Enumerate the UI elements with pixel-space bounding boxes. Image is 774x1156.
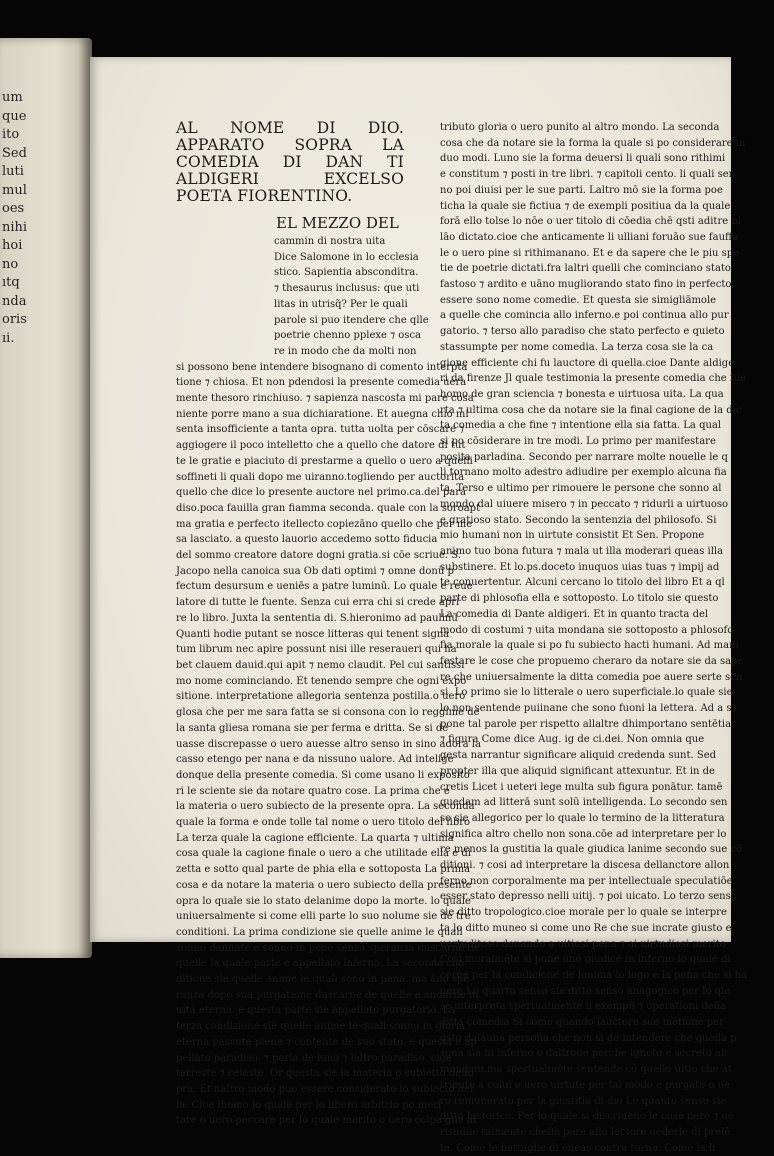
- text-line: quale la forma e onde tolle tal nome o uero titolo del libro: [176, 817, 471, 829]
- text-line: parole si puo itendere che qlle: [274, 314, 429, 326]
- text-line: so sie allegorico per lo quale lo termino de la litteratura: [440, 812, 725, 824]
- text-line: litas in utrisq̃? Per le quali: [274, 298, 408, 310]
- text-line: ri da firenze Jl quale testimonia la presente comedia che fue: [440, 373, 746, 385]
- text-line: La comedia di Dante aldigeri. Et in quanto tracta del: [440, 608, 709, 620]
- left-page-fragment: ıi.: [2, 330, 15, 346]
- text-line: ditta comedia Si come quando lauctore sue mētione per: [440, 1017, 724, 1029]
- text-line: propter illa que aliquid significant attexuntur. Et in de: [440, 765, 715, 777]
- text-line: ditione sie quelle anime le quali sono in pena. ma āno spe: [176, 974, 470, 986]
- text-line: Quanti hodie putant se nosce litteras qui tenent signa: [176, 628, 450, 640]
- text-line: tare o uero peccare per lo quale merito o uero colpa glie at: [176, 1115, 477, 1127]
- text-line: stassumpte per nome comedia. La terza cosa sie la ca: [440, 341, 714, 353]
- text-line: la materia o uero subiecto de la presente opra. La seconda: [176, 801, 475, 813]
- text-line: zetta e sotto qual parte de phia ella e sottoposta La prima: [176, 864, 471, 876]
- text-line: uasse discrepasse o uero auesse altro senso in sino adora la: [176, 738, 481, 750]
- text-line: ⁊ figura Come dice Aug. ig de ci.dei. Non omnia que: [440, 734, 705, 746]
- text-line: sitione. interpretatione allegoria sentenza postilla.o uero: [176, 691, 466, 703]
- left-page-fragment: nda: [2, 293, 27, 309]
- text-line: si po cōsiderare in tre modi. Lo primo per manifestare: [440, 436, 716, 448]
- text-line: mondani.ma spertualmēte sentende cō quello uitio che at: [440, 1064, 732, 1076]
- text-line: ma gratia e perfecto itellecto copiezāno quello che per me: [176, 518, 473, 530]
- text-line: a quelle che comincia allo inferno.e poi continua allo pur: [440, 310, 729, 322]
- text-line: diso.poca fauilla gran fiamma seconda. quale con la soroapt: [176, 502, 481, 514]
- incipit: EL MEZZO DEL: [276, 214, 399, 232]
- text-line: fia morale la quale si po fu subiecto hacti humani. Ad mani: [440, 640, 739, 652]
- text-line: re lo libro. Juxta la sententia di. S.hieronimo ad paulinū: [176, 612, 458, 624]
- text-line: fastoso ⁊ ardito e uāno mugliorando stato fino in perfecto: [440, 279, 732, 291]
- text-line: gesta narrantur significare aliquid credenda sunt. Sed: [440, 750, 717, 762]
- text-line: glosa che per me sara fatta se si consona con lo reggime de: [176, 707, 480, 719]
- text-line: animo tuo bona futura ⁊ mala ut illa moderari queas illa: [440, 545, 724, 557]
- text-line: Dice Salomone in lo ecclesia: [274, 251, 419, 263]
- left-page-fragment: um: [2, 90, 23, 105]
- left-page-fragment: luti: [2, 164, 24, 179]
- left-page-fragment: oes: [2, 201, 25, 216]
- text-line: gione efficiente chi fu lauctore di quella.cioe Dante aldige: [440, 357, 735, 369]
- text-line: tum librum nec apire possunt nisi ille reseraueri qui ha: [176, 644, 457, 656]
- text-line: cerne per la condicione de lanima lo logo e la pena che si ha: [440, 969, 747, 981]
- text-line: re che uniuersalmente la ditta comedia poe auere serte sen: [440, 671, 743, 683]
- text-line: niente porre mano a sua dichiaratione. Et auegna chio mi: [176, 408, 469, 420]
- text-line: fectum desursum e ueniēs a patre luminū. Lo quale e reue: [176, 581, 473, 593]
- text-line: tributo a colui o uero uirtute per tal modo e purgato o ue: [440, 1079, 730, 1091]
- text-line: ri le sciente sie da notare quatro cose. La prima che e: [176, 785, 450, 797]
- text-line: cammin di nostra uita: [274, 236, 386, 247]
- text-line: re menos la gustitia la quale giudica lanime secondo sue cō: [440, 844, 743, 856]
- text-line: Jacopo nella canoica sua Ob dati optimi ⁊ omne donū p: [176, 565, 454, 577]
- text-line: pellato paradiso. ⁊ parla de luno ⁊ laltro paradiso. cioe: [176, 1052, 452, 1064]
- text-line: ⁊ thesaurus inclusus: que uti: [274, 283, 420, 295]
- text-line: terza condizione sie quelle anime le quali sonno in gloria: [176, 1021, 465, 1033]
- left-page-fragment: nihi: [2, 219, 28, 235]
- text-line: sie ditto tropologico.cioe morale per lo quale se interpre: [440, 907, 727, 919]
- text-line: la santa gliesa romana sie per ferma e dritta. Se si de: [176, 722, 449, 734]
- text-line: e constitum ⁊ posti in tre libri. ⁊ capitoli cento. li quali sen: [440, 169, 736, 181]
- text-line: sonno dannate e sonno in pene senza speranza duscarne de: [176, 942, 480, 954]
- text-line: ferno.non corporalmente ma per intellectuale speculatiōe: [440, 875, 733, 887]
- text-line: mente thesoro rinchiuso. ⁊ sapienza nascosta mi pare cosa: [176, 393, 474, 405]
- text-line: le o uero pine si rithimanano. Et e da sapere che le piu spe: [440, 247, 740, 259]
- text-line: cretis Licet i ueteri lege multa sub figura ponātur. tamē: [440, 781, 723, 793]
- text-line: del sommo creatore datore dogni gratia.si cōe scriue. S.: [176, 550, 461, 562]
- text-line: uertuditoso donando a uitiosi pena ⁊ ai uirtudiosi merito: [440, 938, 726, 950]
- text-line: cosa che da notare sie la forma la quale si po considerare in: [440, 137, 746, 149]
- text-line: stico. Sapientia absconditra.: [274, 267, 419, 279]
- text-line: tione ⁊ chiosa. Et non pdendosi la presente comedia uera: [176, 377, 467, 389]
- text-line: re in modo che da molti non: [274, 345, 417, 357]
- left-column: [176, 119, 481, 1129]
- text-line: ta lo ditto muneo si come uno Re che sue incrate giusto e: [440, 922, 732, 934]
- text-line: conditioni. La prima condizione sie quelle anime le quali: [176, 926, 463, 938]
- text-line: cosa e da notare la materia o uero subiecto della presente: [176, 879, 472, 891]
- page-title: AL NOME DI DIO. APPARATO SOPRA LA COMEDIA DI DAN TI ALDIGERI EXCELSO POETA FIORENTINO.: [176, 119, 404, 205]
- text-line: uita eterna. e questa parte sie appellato purgatorio. La: [176, 1005, 456, 1017]
- text-line: duo modi. Luno sie la forma deuersi li quali sono rithimi: [440, 153, 726, 165]
- text-line: pone tal parole per rispetto allaltre dhimportano sentētia: [440, 718, 732, 730]
- text-line: sa lasciato. a questo lauorio accedemo sotto fiducia: [176, 534, 438, 546]
- text-line: forā ello tolse lo nōe o uer titolo di cōedia chē qsti aditre nl: [440, 216, 741, 228]
- text-line: pra. Et naltro modo puo essere considerato lo subiecto del: [176, 1083, 474, 1095]
- text-line: tie de poetrie dictati.fra laltri quelli che cominciano stato: [440, 263, 731, 275]
- text-line: esser stato depresso nelli uitij. ⁊ poi uicato. Lo terzo senso: [440, 891, 737, 903]
- text-line: e gratioso stato. Secondo la sentenzia del philosofo. Si: [440, 514, 717, 526]
- text-line: te. Come le battaglie di eneas contra turno. Come la li: [440, 1142, 716, 1154]
- text-line: senta insofficiente a tanta opra. tutta uolta per cōscare ⁊: [176, 424, 465, 436]
- text-line: li tornano molto adestro adiudire per exemplo alcuna fia: [440, 467, 727, 479]
- text-line: tributo gloria o uero punito al altro mondo. La seconda: [440, 122, 720, 133]
- text-line: rta ⁊ ultima cosa che da notare sie la final cagione de la dic: [440, 404, 742, 416]
- text-line: casso etengo per nana e da nissuno ualore. Ad intelige: [176, 754, 454, 766]
- text-line: te conuertentur. Alcuni cercano lo titolo del libro Et a ql: [440, 577, 725, 589]
- text-line: La terza quale la cagione efficiente. La quarta ⁊ ultima: [176, 832, 454, 844]
- text-line: qsto dalauna persona.che non si de intendere che quella p: [440, 1032, 737, 1044]
- text-line: ranza dopo sua purgatione duscarne de quelle e andarne in: [176, 989, 479, 1001]
- text-line: quedam ad litterā sunt solū intelligenda. Lo secondo sen: [440, 797, 728, 809]
- text-line: significa altro chello non sona.cōe ad interpretare per lo: [440, 828, 727, 840]
- left-page-fragment: oris: [2, 312, 27, 327]
- text-line: ro remunerato per la giustitia di dio Lo quanto senso sie: [440, 1095, 727, 1107]
- text-line: bet clauem dauid.qui apit ⁊ nemo claudit. Pel cui santissi: [176, 659, 465, 671]
- right-column: [440, 120, 747, 1156]
- text-line: uere Lo quarto senso sie ditto senso anagogico per lo qle: [440, 985, 731, 997]
- left-page-fragment: no: [2, 256, 19, 272]
- left-page-fragment: mul: [2, 182, 27, 198]
- text-line: risimile talmente chello pare allo lectore uederle di prelē: [440, 1127, 731, 1138]
- text-line: ta comedia a che fine ⁊ intentione ella sia fatta. La qual: [440, 420, 722, 432]
- text-line: lo non sentende puiinane che sono fuoni la lettera. Ad a si: [440, 703, 735, 715]
- text-line: Cosi moralmēte si pone uno giudice in inferno lo quale di: [440, 954, 731, 966]
- text-line: ta. Terso e ultimo per rimouere le persone che sonno al: [440, 483, 722, 495]
- text-line: la. Cioe lhomo lo quale per lo libero arbitrio po meri: [176, 1099, 442, 1111]
- text-line: sona sia in inferno o daltroue perche ignoto e secreto ali: [440, 1048, 728, 1060]
- text-line: posita parladina. Secondo per narrare molte nouelle le q: [440, 451, 728, 463]
- text-line: mo nome cominciando. Et tenendo sempre che ogni expo: [176, 675, 467, 687]
- left-page-fragment: Sed: [2, 145, 27, 161]
- text-line: mio humani non in uirtute consistit Et Sen. Propone: [440, 530, 705, 542]
- text-line: poetrie chenno pplexe ⁊ osca: [274, 330, 421, 342]
- text-line: essere sono nome comedie. Et questa sie simigliāmole: [440, 294, 717, 306]
- text-line: soffineti li quali dopo me uiranno.togliendo per auctorita: [176, 471, 465, 483]
- text-line: parte di phlosofia ella e sottoposto. Lo titolo sie questo: [440, 593, 719, 605]
- left-page-edge: [0, 38, 92, 958]
- text-line: festare le cose che propuemo cheraro da notare sie da sape: [440, 655, 744, 667]
- text-line: ticha la quale sie fictiua ⁊ de exempli positiua da la quale: [440, 200, 731, 212]
- text-line: si. Lo primo sie lo litterale o uero superficiale.lo quale sie: [440, 687, 733, 699]
- text-line: eterna pascute piene ⁊ contente de suo stato. e questa e ap: [176, 1036, 477, 1048]
- text-line: aggiogere il poco intelletto che a quello che datore di tut: [176, 440, 466, 452]
- left-column-text: [176, 234, 481, 1129]
- text-line: gatorio. ⁊ terso allo paradiso che stato perfecto e quieto: [440, 326, 725, 338]
- text-line: donque della presente comedia. Si come usano li exposito: [176, 769, 470, 781]
- text-line: ditto historico. Per lo quale si discriueno le cose nere ⁊ ue: [440, 1111, 734, 1123]
- text-line: uniuersalmente si come elli parte lo suo nolume sie de tre: [176, 911, 471, 923]
- text-line: substinere. Et lo.ps.doceto inuquos uias tuas ⁊ impij ad: [440, 561, 720, 573]
- text-line: lāo dictato.cioe che anticamente li ulliani foruāo sue fauffo: [440, 231, 739, 243]
- text-line: cosa quale la cagione finale o uero a che utilitade ella e di: [176, 848, 471, 860]
- text-line: se interpreta spertualmente li exempli ⁊ operationi della: [440, 1001, 727, 1013]
- right-column-text: [440, 120, 747, 1156]
- text-line: no poi diuisi per le sue parti. Laltro mō sie la forma poe: [440, 184, 723, 196]
- text-line: ditioni. ⁊ cosi ad interpretare la discesa dellanctore allon: [440, 860, 730, 872]
- text-line: terreste ⁊ celeste. Or questa sie la materia o subietto dello: [176, 1068, 474, 1080]
- left-page-fragment: que: [2, 108, 27, 124]
- text-line: homo de gran sciencia ⁊ bonesta e uirtuosa uita. La qua: [440, 388, 724, 400]
- text-line: quelle la quale parte e appellato inferno. La seconda con: [176, 958, 465, 970]
- text-line: modo di costumi ⁊ uita mondana sie sottoposto a phlosofo: [440, 624, 734, 636]
- left-page-fragment: ito: [2, 127, 20, 142]
- text-line: te le gratie e piaciuto di prestarme a quello o uero a quelli: [176, 455, 473, 467]
- text-line: si possono bene intendere bisognano di comento interpta: [176, 361, 468, 373]
- text-line: opra lo quale sie lo stato delanime dopo la morte. lo quale: [176, 895, 471, 907]
- left-page-fragment: ıtq: [2, 275, 20, 290]
- left-page-fragment: hoi: [2, 238, 23, 253]
- text-line: quello che dice lo presente auctore nel primo.ca.del para: [176, 487, 466, 499]
- text-line: latore di tutte le fuente. Senza cui erra chi si crede apri: [176, 597, 460, 609]
- text-line: mondo dal uiuere misero ⁊ in peccato ⁊ ridurli a uirtuoso: [440, 498, 729, 510]
